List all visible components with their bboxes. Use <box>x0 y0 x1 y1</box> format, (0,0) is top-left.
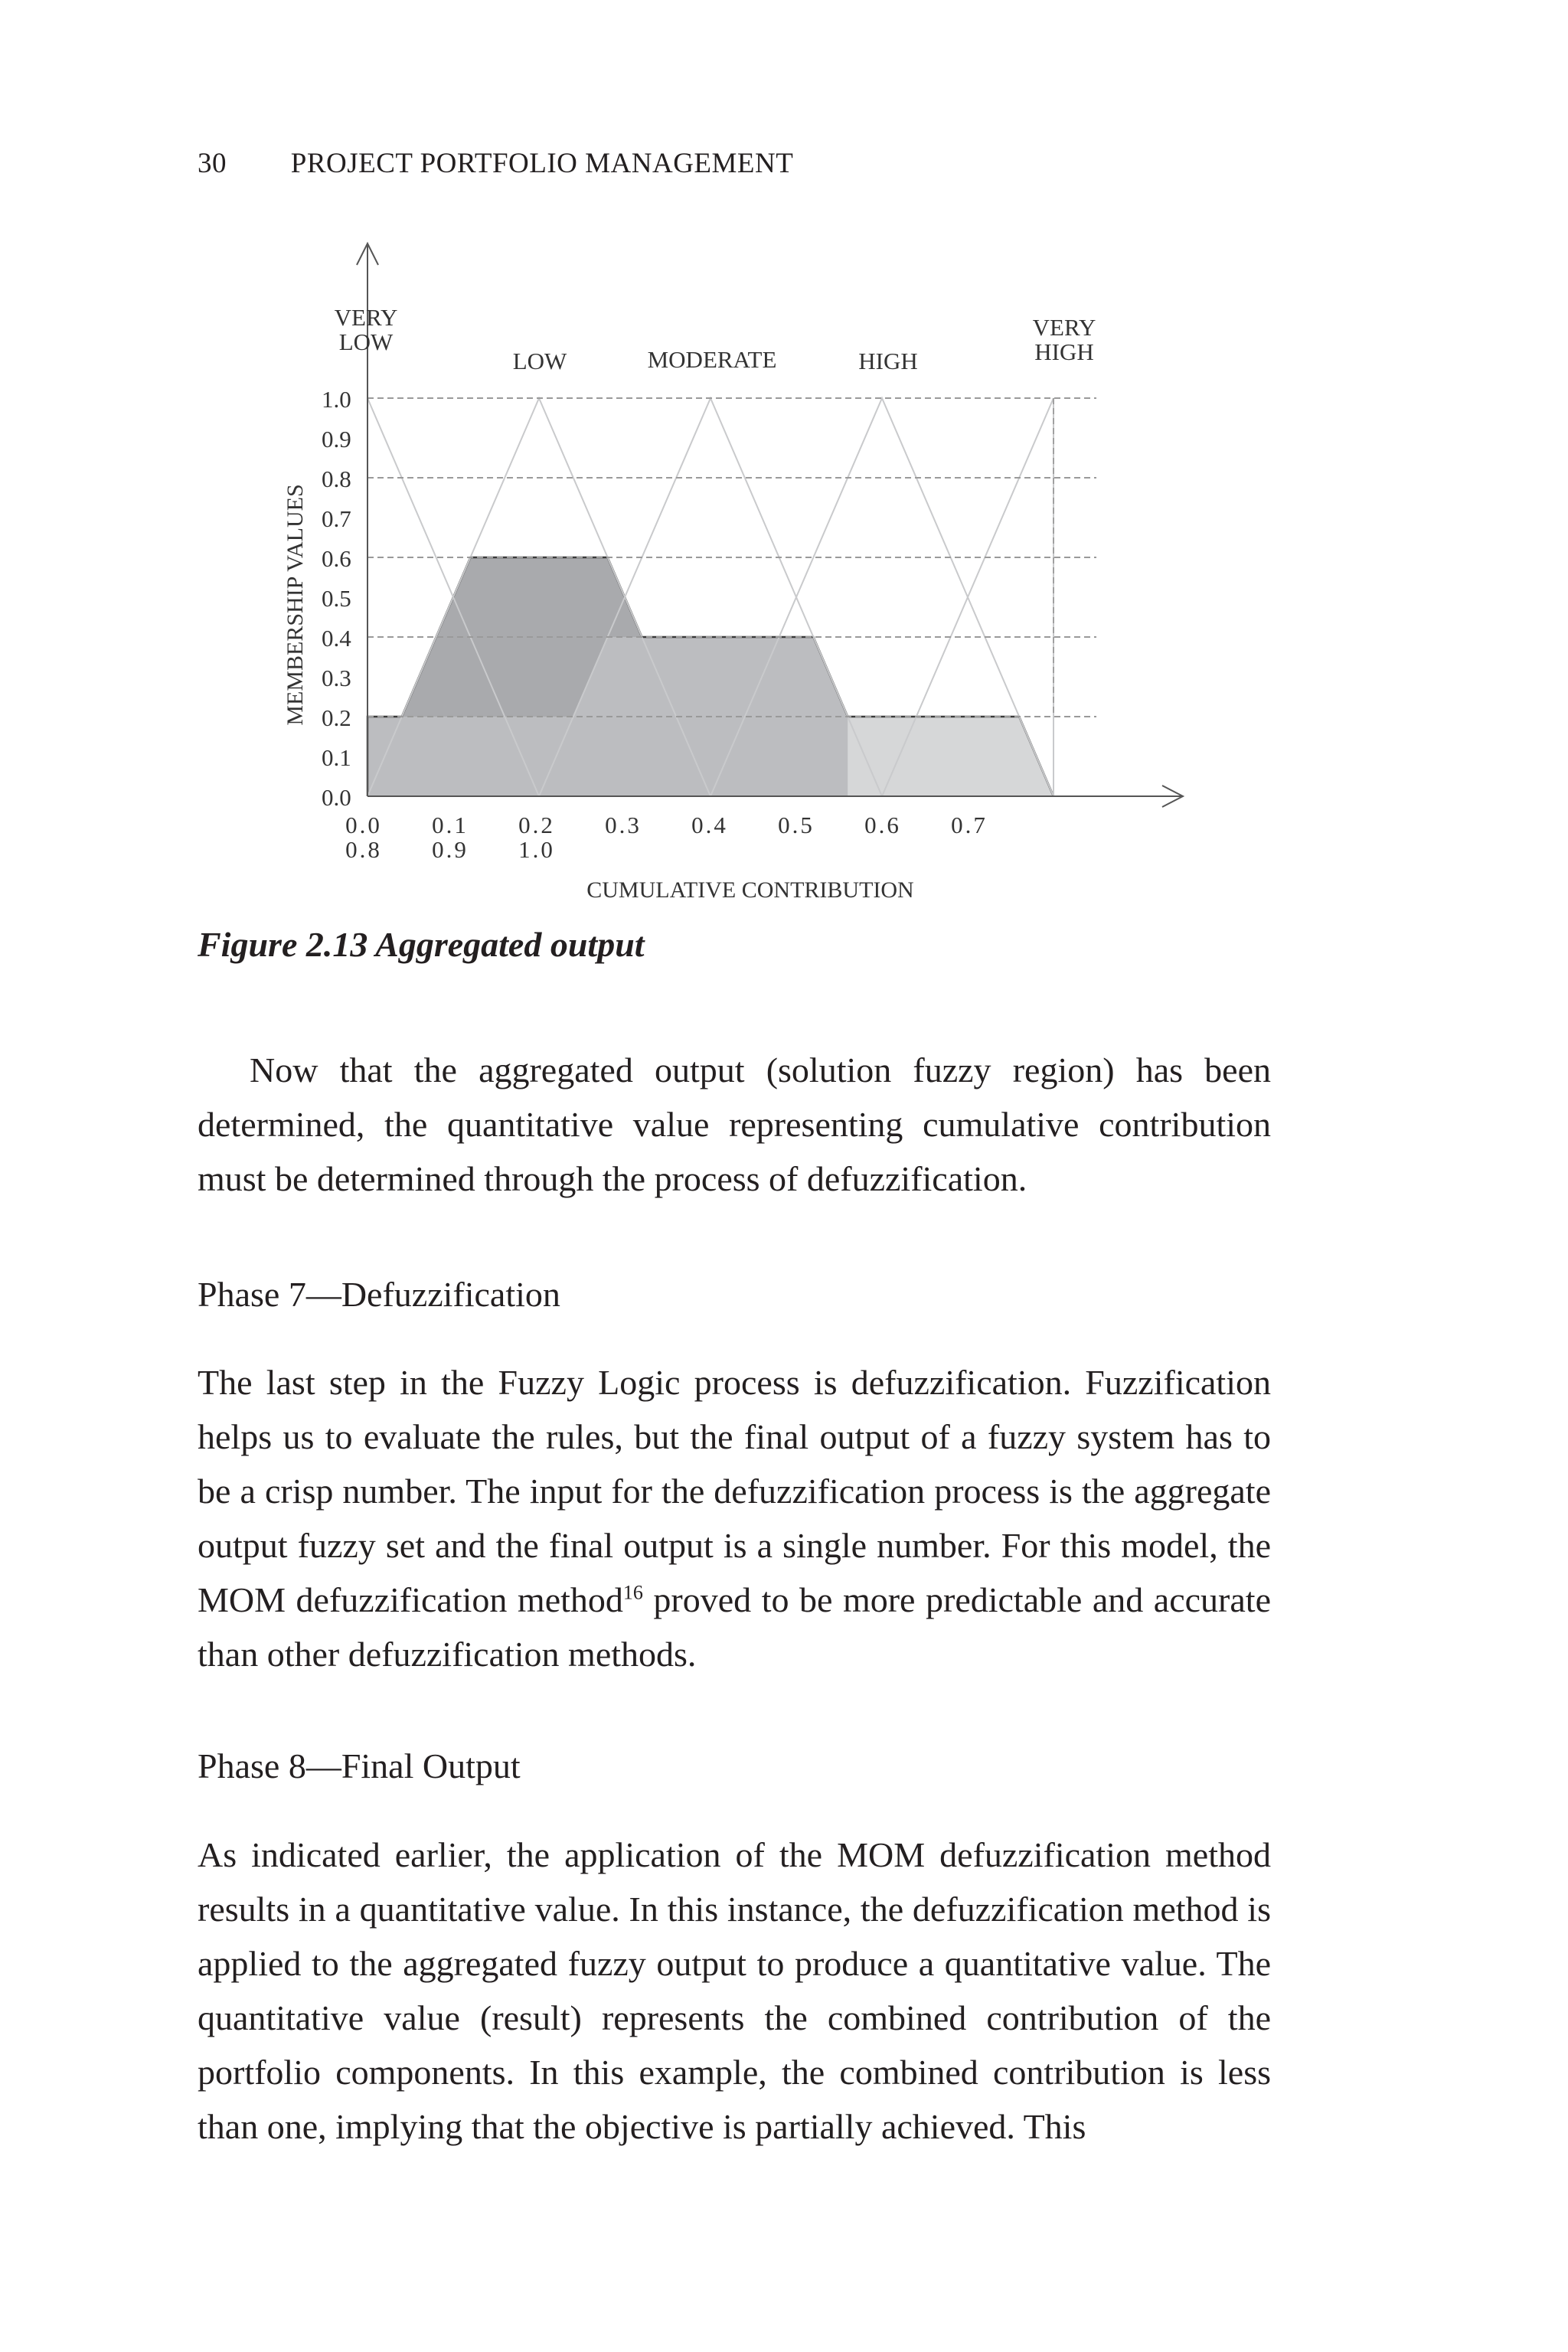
y-tick-label: 0.4 <box>322 625 351 652</box>
y-tick-label: 0.0 <box>322 784 351 811</box>
y-tick-label: 0.7 <box>322 505 351 532</box>
x-tick-label: 0.2 <box>518 812 555 838</box>
x-tick-label: 0.9 <box>432 836 469 863</box>
y-tick-label: 0.2 <box>322 704 351 731</box>
running-title: PROJECT PORTFOLIO MANAGEMENT <box>290 148 794 179</box>
paragraph-aggregated-output: Now that the aggregated output (solution fuzzy region) has been determined, the quantitative value representing cumulative contribution must be determined through the process of defuzzification. <box>198 1050 1271 1198</box>
x-tick-label: 0.1 <box>432 812 469 838</box>
mf-label-very-high-line2: HIGH <box>1034 338 1094 365</box>
x-tick-label: 1.0 <box>518 836 555 863</box>
y-tick-label: 0.3 <box>322 665 351 691</box>
paragraph-defuzzification <box>198 1355 1271 1681</box>
mf-label-low: LOW <box>512 348 567 374</box>
footnote-marker: 16 <box>622 1581 643 1604</box>
y-tick-label: 0.8 <box>322 466 351 492</box>
y-tick-label: 0.9 <box>322 426 351 452</box>
mf-label-very-low: VERY <box>334 304 398 331</box>
y-axis-title: MEMBERSHIP VALUES <box>283 484 308 726</box>
y-tick-label: 0.6 <box>322 545 351 572</box>
y-tick-label: 0.1 <box>322 744 351 771</box>
x-tick-label: 0.6 <box>864 812 901 838</box>
aggregated-output-chart <box>0 0 1568 919</box>
x-tick-label: 0.7 <box>951 812 988 838</box>
page-number: 30 <box>198 148 227 179</box>
x-tick-label: 0.4 <box>691 812 728 838</box>
heading-phase-7: Phase 7—Defuzzification <box>198 1275 560 1314</box>
paragraph-part: The last step in the Fuzzy Logic process is defuzzification. Fuzzification helps us to evaluate the rules, but the final output of a fuzzy system has to be a crisp number. The input for the defuzzification process is the aggregate output fuzzy set and the final output is a single number. For this model, the MOM defuzzification method <box>198 1363 1271 1619</box>
mf-label-very-low-line2: LOW <box>338 328 394 355</box>
mf-label-high: HIGH <box>858 348 918 374</box>
paragraph-final-output: As indicated earlier, the application of the MOM defuzzification method results in a quantitative value. In this instance, the defuzzification method is applied to the aggregated fuzzy output to produce a quantitative value. The quantitative value (result) represents the combined contribution of the portfolio components. In this example, the combined contribution is less than one, implying that the objective is partially achieved. This <box>198 1835 1271 2146</box>
y-tick-label: 1.0 <box>322 386 351 413</box>
mf-label-moderate: MODERATE <box>647 346 777 373</box>
heading-phase-8: Phase 8—Final Output <box>198 1746 521 1785</box>
y-tick-label: 0.5 <box>322 585 351 612</box>
figure-caption: Figure 2.13 Aggregated output <box>198 925 645 964</box>
paragraph-part: proved to be more predictable and accurate than other defuzzification methods. <box>198 1580 1271 1674</box>
x-axis-title: CUMULATIVE CONTRIBUTION <box>586 877 914 903</box>
mf-label-very-high: VERY <box>1032 314 1096 341</box>
aggregate-region-3 <box>848 717 1054 796</box>
x-tick-label: 0.8 <box>345 836 382 863</box>
x-tick-label: 0.0 <box>345 812 382 838</box>
x-tick-label: 0.3 <box>605 812 642 838</box>
x-tick-label: 0.5 <box>778 812 815 838</box>
